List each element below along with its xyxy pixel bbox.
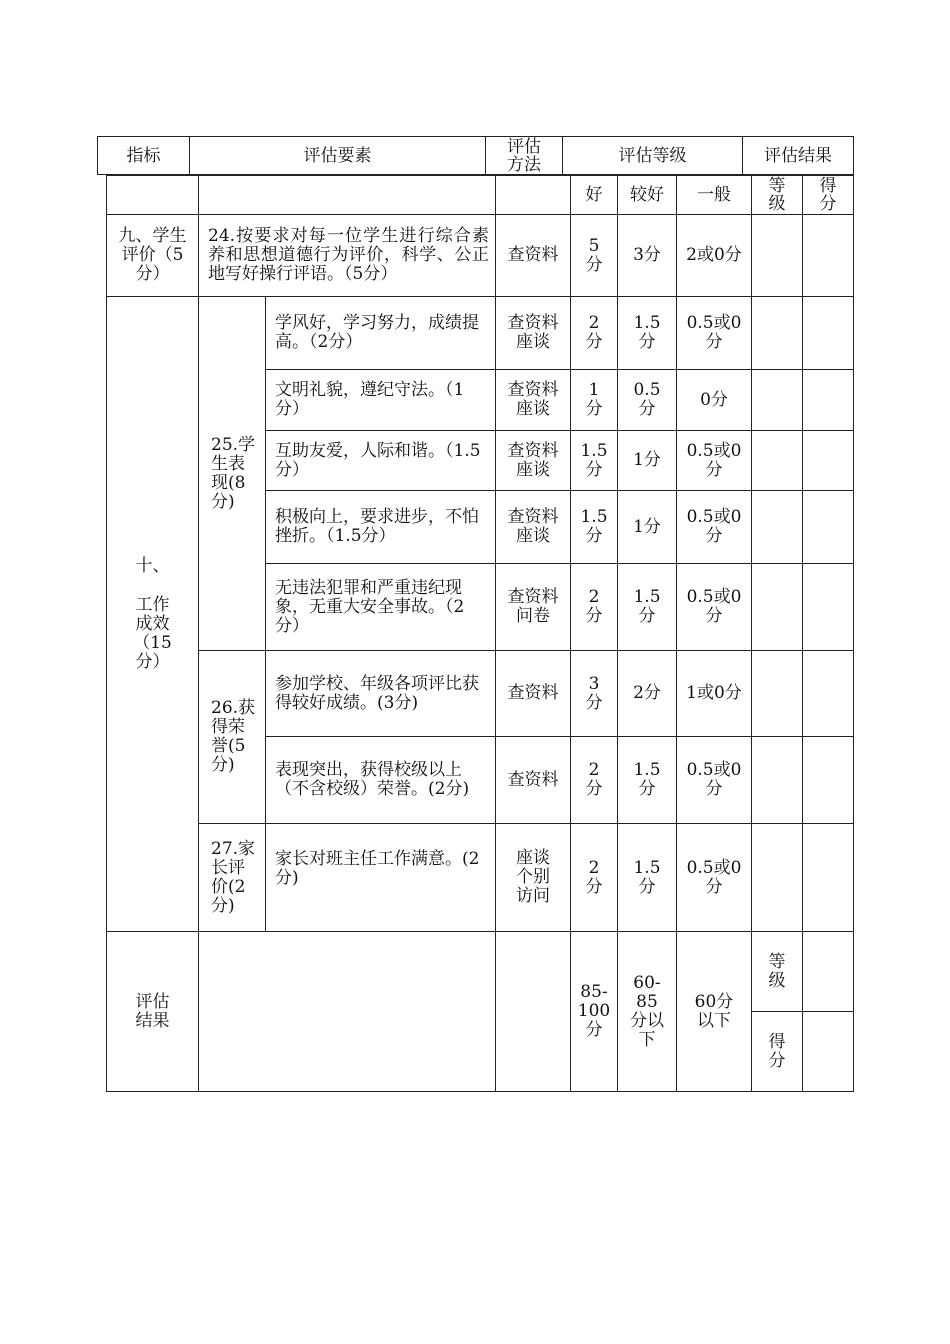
group27-label <box>199 824 266 932</box>
summary-range-b-text: 60-85分以下 <box>630 972 664 1050</box>
section9-method: 查资料 <box>496 215 571 297</box>
group25-row5-good <box>571 564 618 651</box>
group25-row3-average <box>677 431 752 491</box>
section9-fairly-good: 3分 <box>618 215 677 297</box>
group26-row1-good <box>571 651 618 737</box>
group27-row1-average-text: 0.5或0分 <box>686 857 742 897</box>
group25-row3-method-text: 查资料座谈 <box>507 440 559 480</box>
group26-label <box>199 651 266 824</box>
summary-level-text: 等级 <box>768 951 786 991</box>
summary-label-text: 评估结果 <box>135 991 170 1031</box>
section9-average <box>677 215 752 297</box>
group25-row4-method <box>496 491 571 564</box>
group27-row1-average <box>677 824 752 932</box>
subheader-level <box>752 176 803 215</box>
group25-row4-method-text: 查资料座谈 <box>507 507 559 546</box>
group25-row4-element: 积极向上，要求进步，不怕挫折。（1.5分） <box>266 491 496 564</box>
result-level-cell <box>752 431 803 491</box>
blank-cell <box>199 932 496 1092</box>
result-level-cell <box>752 491 803 564</box>
group25-row4-good <box>571 491 618 564</box>
header-elements: 评估要素 <box>190 137 486 175</box>
section9-score <box>803 215 854 297</box>
section9-level <box>752 215 803 297</box>
group25-row2-method <box>496 370 571 431</box>
group25-row3-element: 互助友爱，人际和谐。（1.5分） <box>266 431 496 491</box>
summary-range-c-text: 60分以下 <box>694 991 734 1031</box>
header-result: 评估结果 <box>743 137 854 175</box>
result-level-cell <box>752 370 803 431</box>
group27-row1-fairly-good <box>618 824 677 932</box>
group26-row1-average <box>677 651 752 737</box>
group27-row1-method <box>496 824 571 932</box>
section9-element: 24.按要求对每一位学生进行综合素养和思想道德行为评价，科学、公正地写好操行评语。（5分） <box>199 215 496 297</box>
section10-indicator-a: 十、 <box>135 555 170 576</box>
group25-row1-good-text: 2分 <box>585 313 603 352</box>
group25-row1-element: 学风好，学习努力，成绩提高。（2分） <box>266 297 496 370</box>
evaluation-table <box>106 175 854 1092</box>
result-score-cell <box>803 431 854 491</box>
header-table <box>97 136 854 175</box>
group25-row1-good <box>571 297 618 370</box>
group25-row1-average-text: 0.5或0分 <box>686 313 742 352</box>
group26-row2-average <box>677 737 752 824</box>
group25-row1-fairly-good <box>618 297 677 370</box>
subheader-score <box>803 176 854 215</box>
group26-row1-fairly-good: 2分 <box>618 651 677 737</box>
group26-row2-good <box>571 737 618 824</box>
summary-range-a-text: 85-100分 <box>577 982 611 1040</box>
group25-row5-good-text: 2分 <box>585 587 603 626</box>
group25-row2-good <box>571 370 618 431</box>
group25-row2-average: 0分 <box>677 370 752 431</box>
summary-row <box>107 932 854 1012</box>
blank-cell <box>107 176 199 215</box>
subheader-average: 一般 <box>677 176 752 215</box>
summary-range-a <box>571 932 618 1092</box>
group26-row2-average-text: 0.5或0分 <box>686 760 742 799</box>
result-level-cell <box>752 824 803 932</box>
group26-row2-element: 表现突出，获得校级以上（不含校级）荣誉。(2分) <box>266 737 496 824</box>
group25-row2-fairly-good-text: 0.5分 <box>633 380 661 419</box>
subheader-score-text: 得分 <box>819 176 837 214</box>
result-level-cell <box>752 297 803 370</box>
group26-row1-average-text: 1或0分 <box>686 683 742 703</box>
group26-row1-method: 查资料 <box>496 651 571 737</box>
group27-row1-method-text: 座谈个别访问 <box>516 848 550 906</box>
table-row <box>107 824 854 932</box>
header-grade: 评估等级 <box>563 137 743 175</box>
summary-range-c <box>677 932 752 1092</box>
summary-score-value <box>803 1012 854 1092</box>
section9-good-text: 5分 <box>585 235 603 275</box>
group25-row5-method <box>496 564 571 651</box>
group25-row3-good-text: 1.5分 <box>580 440 608 480</box>
group25-row5-method-text: 查资料问卷 <box>507 587 559 626</box>
group26-row2-good-text: 2分 <box>585 760 603 799</box>
section9-average-text: 2或0分 <box>686 245 742 265</box>
section10-indicator <box>107 297 199 932</box>
group26-row2-fairly-good-text: 1.5分 <box>633 760 661 799</box>
table-row <box>107 297 854 370</box>
group25-label <box>199 297 266 651</box>
group25-row5-average <box>677 564 752 651</box>
table-row <box>107 215 854 297</box>
result-score-cell <box>803 297 854 370</box>
summary-label <box>107 932 199 1092</box>
group25-row2-method-text: 查资料座谈 <box>507 380 559 419</box>
group25-row1-method-text: 查资料座谈 <box>507 313 559 352</box>
result-score-cell <box>803 824 854 932</box>
group25-row3-average-text: 0.5或0分 <box>686 440 742 480</box>
group26-label-text: 26.获得荣誉(5分) <box>211 698 256 775</box>
group25-row4-average <box>677 491 752 564</box>
blank-cell <box>496 176 571 215</box>
group25-row1-method <box>496 297 571 370</box>
group27-row1-good-text: 2分 <box>585 857 603 897</box>
group27-row1-fairly-good-text: 1.5分 <box>633 857 661 897</box>
blank-cell <box>496 932 571 1092</box>
group25-row4-average-text: 0.5或0分 <box>686 507 742 546</box>
result-level-cell <box>752 564 803 651</box>
subheader-good: 好 <box>571 176 618 215</box>
header-method-text: 评估方法 <box>507 136 541 175</box>
section9-indicator <box>107 215 199 297</box>
group25-label-text: 25.学生表现(8分) <box>211 434 256 512</box>
group26-row1-element: 参加学校、年级各项评比获得较好成绩。(3分) <box>266 651 496 737</box>
group25-row2-element: 文明礼貌，遵纪守法。（1分） <box>266 370 496 431</box>
summary-level <box>752 932 803 1012</box>
group27-label-text: 27.家长评价(2分) <box>211 838 256 916</box>
group25-row5-fairly-good <box>618 564 677 651</box>
group25-row2-fairly-good <box>618 370 677 431</box>
group25-row1-average <box>677 297 752 370</box>
group26-row2-fairly-good <box>618 737 677 824</box>
group26-row2-method: 查资料 <box>496 737 571 824</box>
result-score-cell <box>803 564 854 651</box>
header-indicator: 指标 <box>98 137 190 175</box>
header-method <box>486 137 563 175</box>
section9-indicator-text: 九、学生评价（5分） <box>118 226 187 284</box>
summary-range-b <box>618 932 677 1092</box>
group27-row1-element: 家长对班主任工作满意。(2分) <box>266 824 496 932</box>
section10-indicator-b: 工作成效（15分） <box>133 594 172 672</box>
group26-row1-good-text: 3分 <box>585 673 603 713</box>
blank-cell <box>199 176 496 215</box>
subheader-row <box>107 176 854 215</box>
section9-good <box>571 215 618 297</box>
group27-row1-good <box>571 824 618 932</box>
summary-score <box>752 1012 803 1092</box>
result-score-cell <box>803 491 854 564</box>
group25-row4-fairly-good: 1分 <box>618 491 677 564</box>
group25-row4-good-text: 1.5分 <box>580 507 608 546</box>
group25-row3-good <box>571 431 618 491</box>
group25-row2-good-text: 1分 <box>585 380 603 419</box>
result-level-cell <box>752 737 803 824</box>
summary-level-value <box>803 932 854 1012</box>
table-row <box>107 651 854 737</box>
group25-row5-fairly-good-text: 1.5分 <box>633 587 661 626</box>
group25-row3-fairly-good: 1分 <box>618 431 677 491</box>
result-score-cell <box>803 651 854 737</box>
summary-score-text: 得分 <box>768 1031 786 1071</box>
group25-row5-element: 无违法犯罪和严重违纪现象，无重大安全事故。（2分） <box>266 564 496 651</box>
subheader-level-text: 等级 <box>768 176 786 214</box>
group25-row5-average-text: 0.5或0分 <box>686 587 742 626</box>
group25-row3-method <box>496 431 571 491</box>
group25-row1-fairly-good-text: 1.5分 <box>633 313 661 352</box>
result-score-cell <box>803 737 854 824</box>
result-score-cell <box>803 370 854 431</box>
subheader-fairly-good: 较好 <box>618 176 677 215</box>
result-level-cell <box>752 651 803 737</box>
